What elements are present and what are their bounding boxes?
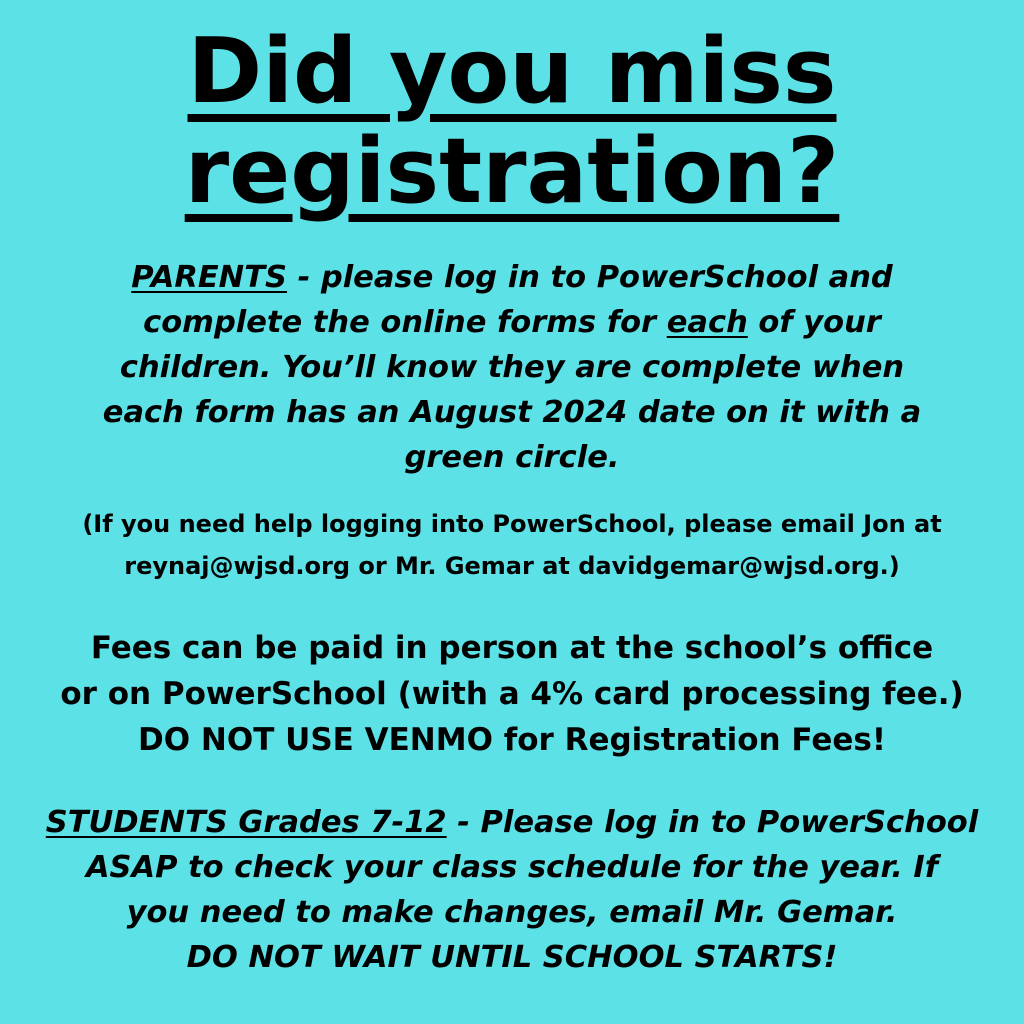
fees-line-1: Fees can be paid in person at the school’s office bbox=[90, 630, 934, 666]
students-section bbox=[8, 800, 1016, 980]
students-label: STUDENTS Grades 7-12 bbox=[45, 805, 447, 840]
parents-line-1 bbox=[40, 255, 984, 300]
fees-section bbox=[20, 625, 1004, 763]
students-line-1 bbox=[8, 800, 1016, 845]
title-line-1-text: Did you miss bbox=[187, 19, 837, 124]
parents-line-4: each form has an August 2024 date on it with a bbox=[102, 395, 922, 430]
students-line-4: DO NOT WAIT UNTIL SCHOOL STARTS! bbox=[186, 940, 838, 975]
fees-line-2: or on PowerSchool (with a 4% card processing fee.) bbox=[60, 676, 964, 712]
students-line-2: ASAP to check your class schedule for the year. If bbox=[85, 850, 939, 885]
title-line-1 bbox=[0, 19, 1024, 124]
parents-line-3: children. You’ll know they are complete when bbox=[119, 350, 905, 385]
parents-line-5: green circle. bbox=[404, 440, 620, 475]
help-section bbox=[20, 503, 1004, 587]
fees-line-3: DO NOT USE VENMO for Registration Fees! bbox=[138, 722, 886, 758]
parents-line-2-after: of your bbox=[747, 305, 881, 340]
parents-line-2 bbox=[40, 300, 984, 345]
students-line-3: you need to make changes, email Mr. Gemar. bbox=[126, 895, 898, 930]
parents-line-1-text: - please log in to PowerSchool and bbox=[286, 260, 893, 295]
parents-label: PARENTS bbox=[131, 260, 287, 295]
poster-title bbox=[0, 0, 1024, 222]
parents-section bbox=[40, 255, 984, 480]
parents-line-2-before: complete the online forms for bbox=[143, 305, 667, 340]
title-line-2-text: registration? bbox=[184, 119, 840, 224]
help-line-1: (If you need help logging into PowerSchool, please email Jon at bbox=[82, 510, 942, 538]
title-line-2 bbox=[0, 119, 1024, 224]
students-line-1-text: - Please log in to PowerSchool bbox=[446, 805, 979, 840]
parents-emphasis-each: each bbox=[666, 305, 748, 340]
help-line-2: reynaj@wjsd.org or Mr. Gemar at davidgemar@wjsd.org.) bbox=[124, 552, 900, 580]
